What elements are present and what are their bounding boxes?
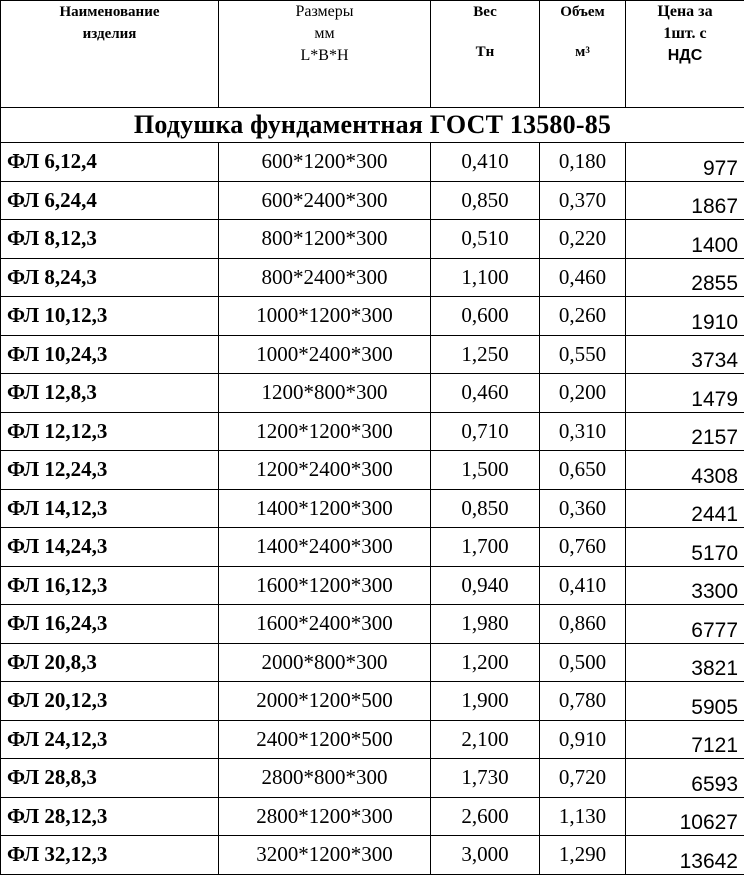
cell-price: 1479 xyxy=(626,374,744,413)
cell-size: 3200*1200*300 xyxy=(219,836,431,875)
cell-price: 3734 xyxy=(626,335,744,374)
cell-name: ФЛ 8,12,3 xyxy=(1,220,219,259)
header-volume xyxy=(540,1,626,108)
cell-size: 600*1200*300 xyxy=(219,143,431,182)
header-price xyxy=(626,1,744,108)
cell-price: 1867 xyxy=(626,181,744,220)
table-row xyxy=(1,335,744,374)
cell-weight: 1,730 xyxy=(431,759,540,798)
header-row xyxy=(1,1,744,108)
header-volume-label: Объем xyxy=(560,4,604,20)
cell-volume: 0,200 xyxy=(540,374,626,413)
cell-name: ФЛ 10,24,3 xyxy=(1,335,219,374)
table-row xyxy=(1,374,744,413)
cell-weight: 2,600 xyxy=(431,797,540,836)
header-volume-unit-wrap xyxy=(546,41,619,63)
cell-size: 800*1200*300 xyxy=(219,220,431,259)
table-row xyxy=(1,412,744,451)
header-name xyxy=(1,1,219,108)
cell-volume: 0,720 xyxy=(540,759,626,798)
header-name-line2: изделия xyxy=(83,26,137,42)
cell-volume: 0,760 xyxy=(540,528,626,567)
cell-price: 6777 xyxy=(626,605,744,644)
cell-weight: 0,600 xyxy=(431,297,540,336)
cell-price: 5905 xyxy=(626,682,744,721)
cell-name: ФЛ 32,12,3 xyxy=(1,836,219,875)
cell-weight: 0,510 xyxy=(431,220,540,259)
cell-volume: 0,370 xyxy=(540,181,626,220)
header-size-unit: мм xyxy=(314,25,334,42)
cell-size: 2800*1200*300 xyxy=(219,797,431,836)
cell-name: ФЛ 14,12,3 xyxy=(1,489,219,528)
cell-size: 1600*2400*300 xyxy=(219,605,431,644)
cell-weight: 0,940 xyxy=(431,566,540,605)
cell-weight: 1,900 xyxy=(431,682,540,721)
cell-volume: 0,310 xyxy=(540,412,626,451)
cell-price: 1400 xyxy=(626,220,744,259)
cell-price: 4308 xyxy=(626,451,744,490)
cell-weight: 1,250 xyxy=(431,335,540,374)
cell-size: 1200*2400*300 xyxy=(219,451,431,490)
cell-name: ФЛ 12,12,3 xyxy=(1,412,219,451)
table-row xyxy=(1,220,744,259)
cell-size: 600*2400*300 xyxy=(219,181,431,220)
cell-name: ФЛ 28,12,3 xyxy=(1,797,219,836)
cell-volume: 0,860 xyxy=(540,605,626,644)
header-price-line3: НДС xyxy=(668,47,703,64)
table-row xyxy=(1,528,744,567)
table-row xyxy=(1,643,744,682)
cell-volume: 0,260 xyxy=(540,297,626,336)
cell-name: ФЛ 8,24,3 xyxy=(1,258,219,297)
cell-weight: 3,000 xyxy=(431,836,540,875)
cell-name: ФЛ 6,12,4 xyxy=(1,143,219,182)
table-row xyxy=(1,258,744,297)
cell-price: 3821 xyxy=(626,643,744,682)
cell-name: ФЛ 12,24,3 xyxy=(1,451,219,490)
cell-price: 1910 xyxy=(626,297,744,336)
cell-size: 1200*800*300 xyxy=(219,374,431,413)
cell-price: 977 xyxy=(626,143,744,182)
table-row xyxy=(1,566,744,605)
cell-weight: 0,410 xyxy=(431,143,540,182)
cell-size: 2000*800*300 xyxy=(219,643,431,682)
cell-size: 2800*800*300 xyxy=(219,759,431,798)
table-row xyxy=(1,682,744,721)
cell-weight: 0,710 xyxy=(431,412,540,451)
cell-price: 3300 xyxy=(626,566,744,605)
table-row xyxy=(1,759,744,798)
cell-price: 5170 xyxy=(626,528,744,567)
cell-weight: 1,200 xyxy=(431,643,540,682)
header-volume-sup: 3 xyxy=(585,45,590,55)
header-name-line1: Наименование xyxy=(60,4,160,20)
cell-volume: 0,550 xyxy=(540,335,626,374)
cell-price: 7121 xyxy=(626,720,744,759)
cell-name: ФЛ 28,8,3 xyxy=(1,759,219,798)
cell-price: 10627 xyxy=(626,797,744,836)
header-price-line2: 1шт. с xyxy=(663,25,706,42)
cell-volume: 0,500 xyxy=(540,643,626,682)
cell-volume: 0,460 xyxy=(540,258,626,297)
cell-name: ФЛ 20,12,3 xyxy=(1,682,219,721)
table-row xyxy=(1,605,744,644)
cell-name: ФЛ 12,8,3 xyxy=(1,374,219,413)
table-row xyxy=(1,797,744,836)
cell-size: 1000*2400*300 xyxy=(219,335,431,374)
table-row xyxy=(1,143,744,182)
header-size xyxy=(219,1,431,108)
cell-volume: 0,410 xyxy=(540,566,626,605)
cell-price: 2441 xyxy=(626,489,744,528)
table-row xyxy=(1,181,744,220)
cell-size: 1400*2400*300 xyxy=(219,528,431,567)
table-row xyxy=(1,451,744,490)
cell-volume: 0,780 xyxy=(540,682,626,721)
cell-name: ФЛ 24,12,3 xyxy=(1,720,219,759)
cell-volume: 1,290 xyxy=(540,836,626,875)
header-weight xyxy=(431,1,540,108)
cell-size: 1000*1200*300 xyxy=(219,297,431,336)
cell-size: 2400*1200*500 xyxy=(219,720,431,759)
cell-size: 1600*1200*300 xyxy=(219,566,431,605)
header-price-line1: Цена за xyxy=(657,3,712,20)
cell-weight: 0,460 xyxy=(431,374,540,413)
cell-name: ФЛ 14,24,3 xyxy=(1,528,219,567)
section-row xyxy=(1,108,744,143)
header-size-line1: Размеры xyxy=(295,3,353,20)
cell-name: ФЛ 16,12,3 xyxy=(1,566,219,605)
header-volume-unit: м xyxy=(575,44,585,60)
cell-size: 800*2400*300 xyxy=(219,258,431,297)
cell-price: 2157 xyxy=(626,412,744,451)
cell-volume: 1,130 xyxy=(540,797,626,836)
cell-volume: 0,180 xyxy=(540,143,626,182)
cell-volume: 0,360 xyxy=(540,489,626,528)
cell-price: 6593 xyxy=(626,759,744,798)
table-row xyxy=(1,836,744,875)
cell-size: 2000*1200*500 xyxy=(219,682,431,721)
cell-weight: 0,850 xyxy=(431,489,540,528)
cell-weight: 1,700 xyxy=(431,528,540,567)
header-weight-label: Вес xyxy=(473,4,497,20)
cell-name: ФЛ 6,24,4 xyxy=(1,181,219,220)
cell-volume: 0,650 xyxy=(540,451,626,490)
header-weight-unit: Тн xyxy=(437,41,533,63)
cell-weight: 1,980 xyxy=(431,605,540,644)
cell-price: 2855 xyxy=(626,258,744,297)
cell-weight: 1,100 xyxy=(431,258,540,297)
table-body xyxy=(1,143,744,875)
cell-size: 1400*1200*300 xyxy=(219,489,431,528)
section-title: Подушка фундаментная ГОСТ 13580-85 xyxy=(1,108,744,143)
header-size-format: L*B*H xyxy=(301,47,349,64)
cell-weight: 0,850 xyxy=(431,181,540,220)
cell-weight: 1,500 xyxy=(431,451,540,490)
cell-size: 1200*1200*300 xyxy=(219,412,431,451)
cell-name: ФЛ 16,24,3 xyxy=(1,605,219,644)
cell-weight: 2,100 xyxy=(431,720,540,759)
cell-name: ФЛ 10,12,3 xyxy=(1,297,219,336)
table-row xyxy=(1,297,744,336)
cell-volume: 0,220 xyxy=(540,220,626,259)
table-row xyxy=(1,489,744,528)
cell-price: 13642 xyxy=(626,836,744,875)
cell-name: ФЛ 20,8,3 xyxy=(1,643,219,682)
table-row xyxy=(1,720,744,759)
cell-volume: 0,910 xyxy=(540,720,626,759)
